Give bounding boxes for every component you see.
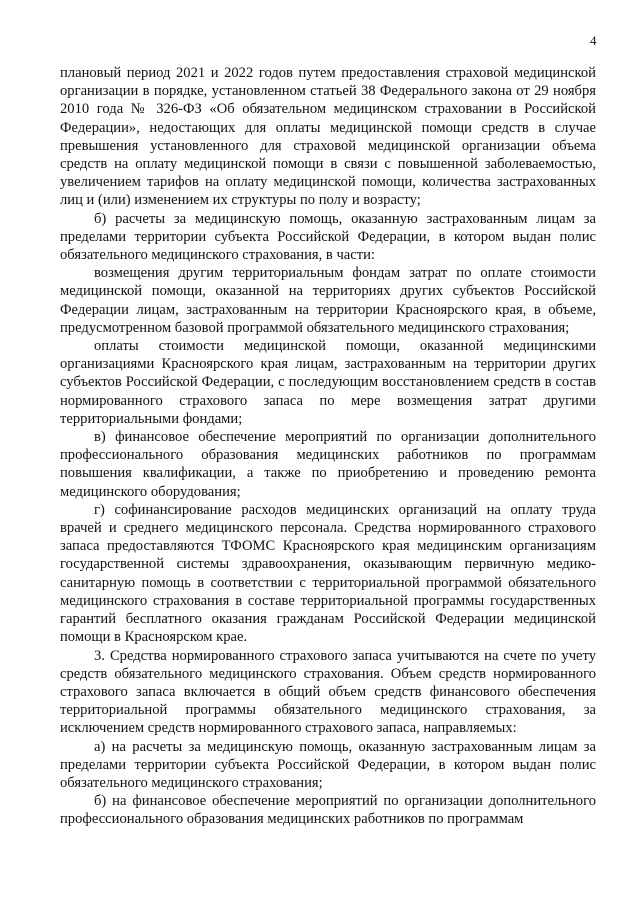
paragraph-continuation: плановый период 2021 и 2022 годов путем предоставления страховой медицинской организации в порядке, установленном статьей 38 Федерального закона от 29 ноября 2010 года № 326-ФЗ «Об обязательном медицинском страховании в Российской Федерации», недостающих для оплаты медицинской помощи средств в случае превышения установленного для страховой медицинской организации объема средств на оплату медицинской помощи в связи с повышенной заболеваемостью, увеличением тарифов на оплату медицинской помощи, количества застрахованных лиц и (или) изменением их структуры по полу и возрасту; [60, 65, 596, 209]
page-number: 4 [590, 33, 597, 48]
paragraph-section-3: 3. Средства нормированного страхового запаса учитываются на счете по учету средств обязательного медицинского страхования. Объем средств нормированного страхового запаса включается в общий объем средств финансового обеспечения территориальной программы обязательного медицинского страхования, за исключением средств нормированного страхового запаса, направляемых: [60, 647, 596, 737]
paragraph-item-b-2: б) на финансовое обеспечение мероприятий по организации дополнительного профессионального образования медицинских работников по программам [60, 793, 596, 828]
document-body [60, 64, 596, 829]
paragraph-item-g: г) софинансирование расходов медицинских организаций на оплату труда врачей и среднего медицинского персонала. Средства нормированного страхового запаса предоставляются ТФОМС Красноярского края медицинским организациям государственной системы здравоохранения, оказывающим первичную медико-санитарную помощь в соответствии с территориальной программой обязательного медицинского страхования в составе территориальной программы государственных гарантий бесплатного оказания гражданам Российской Федерации медицинской помощи в Красноярском крае. [60, 501, 596, 646]
paragraph-item-v: в) финансовое обеспечение мероприятий по организации дополнительного профессионального образования медицинских работников по программам повышения квалификации, а также по приобретению и проведению ремонта медицинского оборудования; [60, 429, 596, 500]
paragraph-item-a: а) на расчеты за медицинскую помощь, оказанную застрахованным лицам за пределами территории субъекта Российской Федерации, в котором выдан полис обязательного медицинского страхования; [60, 738, 596, 791]
paragraph-reimbursement: возмещения другим территориальным фондам затрат по оплате стоимости медицинской помощи, оказанной на территориях других субъектов Российской Федерации лицам, застрахованным на территории Красноярского края, в объеме, предусмотренном базовой программой обязательного медицинского страхования; [60, 265, 596, 336]
paragraph-item-b: б) расчеты за медицинскую помощь, оказанную застрахованным лицам за пределами территории субъекта Российской Федерации, в котором выдан полис обязательного медицинского страхования, в части: [60, 210, 596, 264]
paragraph-payment: оплаты стоимости медицинской помощи, оказанной медицинскими организациями Красноярского края лицам, застрахованным на территории других субъектов Российской Федерации, с последующим восстановлением средств в состав нормированного страхового запаса по мере возмещения затрат другими территориальными фондами; [60, 338, 596, 427]
